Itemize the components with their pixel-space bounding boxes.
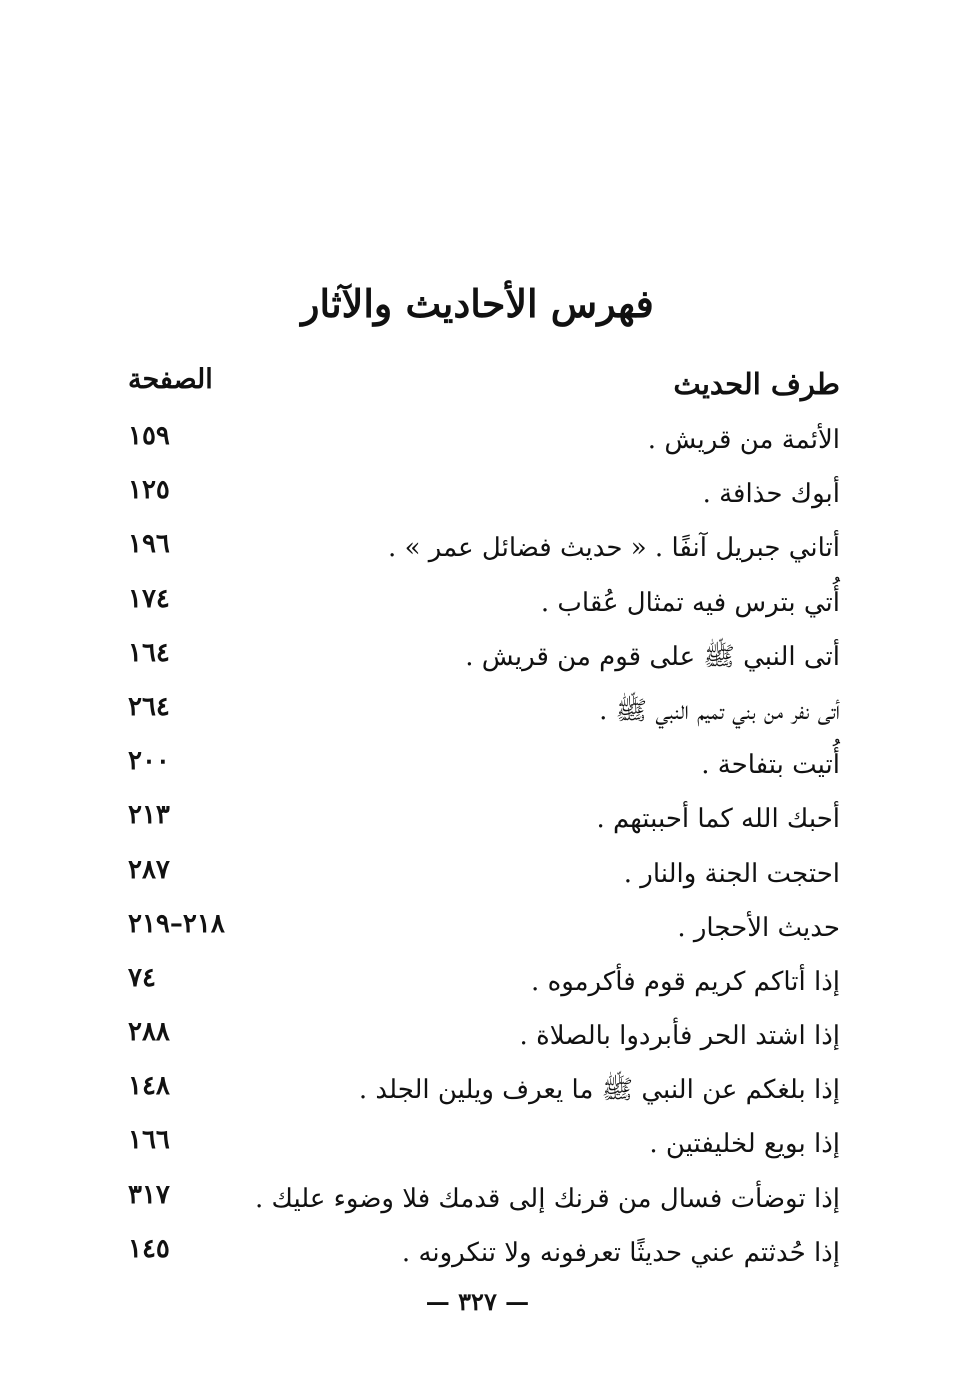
entry-page-number: ٢٦٤: [128, 691, 170, 722]
entry-page-number: ١٤٥: [128, 1233, 170, 1264]
entry-text: أبوك حذافة .: [702, 479, 840, 510]
entry-page-number: ١٤٨: [128, 1071, 170, 1102]
entry-text: حديث الأحجار .: [677, 912, 840, 943]
entry-page-number: ٢٠٠: [128, 746, 170, 777]
entry-page-number: ١٥٩: [128, 421, 170, 451]
entry-page-number: ١٦٤: [128, 637, 170, 668]
index-entries: [120, 412, 840, 1279]
index-entry: [120, 1062, 840, 1116]
index-entry: [120, 412, 840, 466]
index-entry: [120, 1116, 840, 1170]
entry-text: أُتي بترس فيه تمثال عُقاب .: [540, 587, 840, 618]
entry-text: أتى النبي ﷺ على قوم من قريش .: [465, 641, 840, 672]
index-entry: [120, 466, 840, 520]
entry-text: أتاني جبريل آنفًا . « حديث فضائل عمر » .: [388, 533, 840, 564]
entry-text: إذا أتاكم كريم قوم فأكرموه .: [531, 966, 840, 997]
column-headers: [120, 360, 840, 408]
entry-text: أُتيت بتفاحة .: [701, 750, 840, 781]
entry-page-number: ٢٨٧: [128, 854, 170, 885]
entry-text: الأئمة من قريش .: [647, 425, 840, 455]
entry-text: إذا حُدثتم عني حديثًا تعرفونه ولا تنكرونه .: [401, 1237, 840, 1268]
entry-page-number: ٢١٨–٢١٩: [128, 908, 225, 939]
page-title: فهرس الأحاديث والآثار: [301, 281, 654, 326]
entry-page-number: ١٩٦: [128, 529, 170, 560]
index-entry: [120, 954, 840, 1008]
hadith-column-header: طرف الحديث: [673, 367, 840, 401]
index-entry: [120, 520, 840, 574]
index-entry: [120, 1225, 840, 1279]
entry-text: إذا اشتد الحر فأبردوا بالصلاة .: [519, 1021, 840, 1052]
index-entry: [120, 791, 840, 845]
entry-text: أحبك الله كما أحببتهم .: [596, 804, 840, 835]
page-number-footer: — ٣٢٧ —: [425, 1287, 530, 1316]
entry-page-number: ٢١٣: [128, 800, 170, 831]
entry-text: إذا توضأت فسال من قرنك إلى قدمك فلا وضوء عليك .: [255, 1183, 840, 1214]
index-entry: [120, 683, 840, 737]
entry-text: احتجت الجنة والنار .: [623, 858, 840, 889]
entry-page-number: ١٢٥: [128, 475, 170, 506]
entry-page-number: ٧٤: [128, 962, 156, 993]
index-entry: [120, 1008, 840, 1062]
entry-text: إذا بلغكم عن النبي ﷺ ما يعرف ويلين الجلد .: [358, 1075, 840, 1106]
index-entry: [120, 575, 840, 629]
entry-page-number: ١٦٦: [128, 1125, 170, 1156]
index-entry: [120, 900, 840, 954]
index-entry: [120, 629, 840, 683]
entry-text: أتى نفر من بني تميم النبي ﷺ .: [599, 695, 840, 726]
page-column-header: الصفحة: [128, 364, 213, 395]
entry-page-number: ٢٨٨: [128, 1017, 170, 1048]
entry-page-number: ٣١٧: [128, 1179, 170, 1210]
index-entry: [120, 846, 840, 900]
index-entry: [120, 1171, 840, 1225]
entry-text: إذا بويع لخليفتين .: [649, 1129, 840, 1160]
entry-page-number: ١٧٤: [128, 583, 170, 614]
index-entry: [120, 737, 840, 791]
